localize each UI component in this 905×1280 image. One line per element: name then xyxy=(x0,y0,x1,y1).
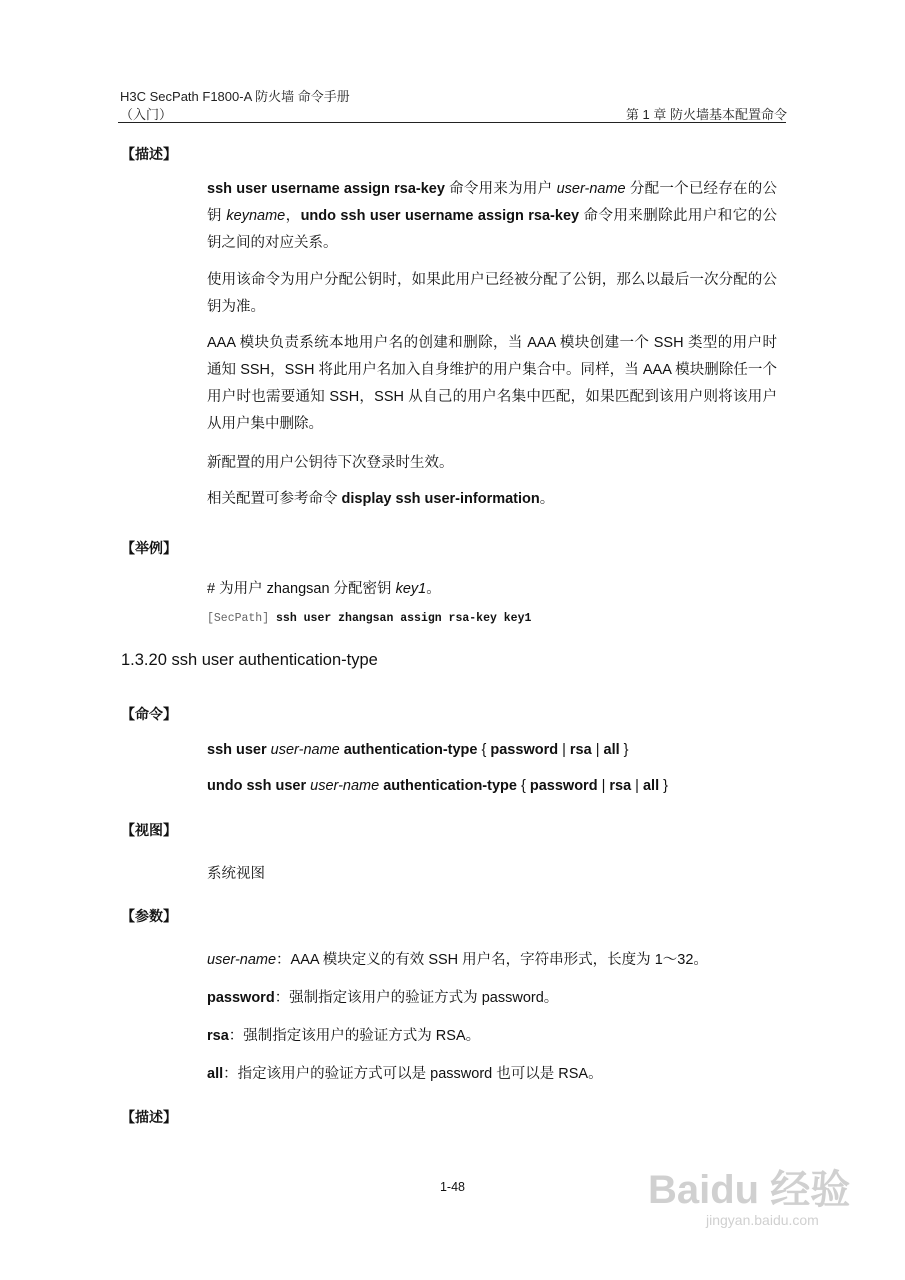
example-comment: # 为用户 zhangsan 分配密钥 key1。 xyxy=(207,581,441,597)
command-syntax-2: undo ssh user user-name authentication-type { password | rsa | all } xyxy=(207,778,668,794)
section-heading-view: 【视图】 xyxy=(121,822,177,838)
command-syntax-1: ssh user user-name authentication-type { password | rsa | all } xyxy=(207,742,629,758)
description-paragraph-1: ssh user username assign rsa-key 命令用来为用户 user-name 分配一个已经存在的公钥 keyname，undo ssh user username assign rsa-key 命令用来删除此用户和它的公钥之间的对应关系。 xyxy=(207,181,778,251)
param-password: password：强制指定该用户的验证方式为 password。 xyxy=(207,990,559,1006)
section-heading-description-2: 【描述】 xyxy=(121,1109,177,1125)
header-rule xyxy=(118,122,786,123)
section-heading-description: 【描述】 xyxy=(121,146,177,162)
section-heading-example: 【举例】 xyxy=(121,540,177,556)
view-text: 系统视图 xyxy=(207,866,265,882)
header-subtitle: （入门） xyxy=(120,107,173,122)
watermark-logo: Baidu 经验 xyxy=(648,1168,851,1212)
section-heading-command: 【命令】 xyxy=(121,706,177,722)
description-paragraph-5: 相关配置可参考命令 display ssh user-information。 xyxy=(207,491,555,507)
description-paragraph-4: 新配置的用户公钥待下次登录时生效。 xyxy=(207,455,454,471)
example-code: [SecPath] ssh user zhangsan assign rsa-key key1 xyxy=(207,612,532,625)
header-chapter: 第 1 章 防火墙基本配置命令 xyxy=(625,107,787,122)
watermark-url: jingyan.baidu.com xyxy=(706,1212,819,1228)
header-title: H3C SecPath F1800-A 防火墙 命令手册 xyxy=(120,89,350,104)
description-paragraph-3: AAA 模块负责系统本地用户名的创建和删除，当 AAA 模块创建一个 SSH 类型的用户时通知 SSH，SSH 将此用户名加入自身维护的用户集合中。同样，当 AAA 模块删除任一个用户时也需要通知 SSH，SSH 从自己的用户名集中匹配，如果匹配到该用户则将该用户从用户集中删除。 xyxy=(207,335,777,432)
param-rsa: rsa：强制指定该用户的验证方式为 RSA。 xyxy=(207,1028,481,1044)
description-paragraph-2: 使用该命令为用户分配公钥时，如果此用户已经被分配了公钥，那么以最后一次分配的公钥为准。 xyxy=(207,272,777,315)
param-all: all：指定该用户的验证方式可以是 password 也可以是 RSA。 xyxy=(207,1066,603,1082)
param-user-name: user-name：AAA 模块定义的有效 SSH 用户名，字符串形式，长度为 1～32。 xyxy=(207,952,708,968)
section-heading-parameters: 【参数】 xyxy=(121,908,177,924)
page-number: 1-48 xyxy=(439,1180,466,1194)
subsection-title: 1.3.20 ssh user authentication-type xyxy=(121,651,378,669)
